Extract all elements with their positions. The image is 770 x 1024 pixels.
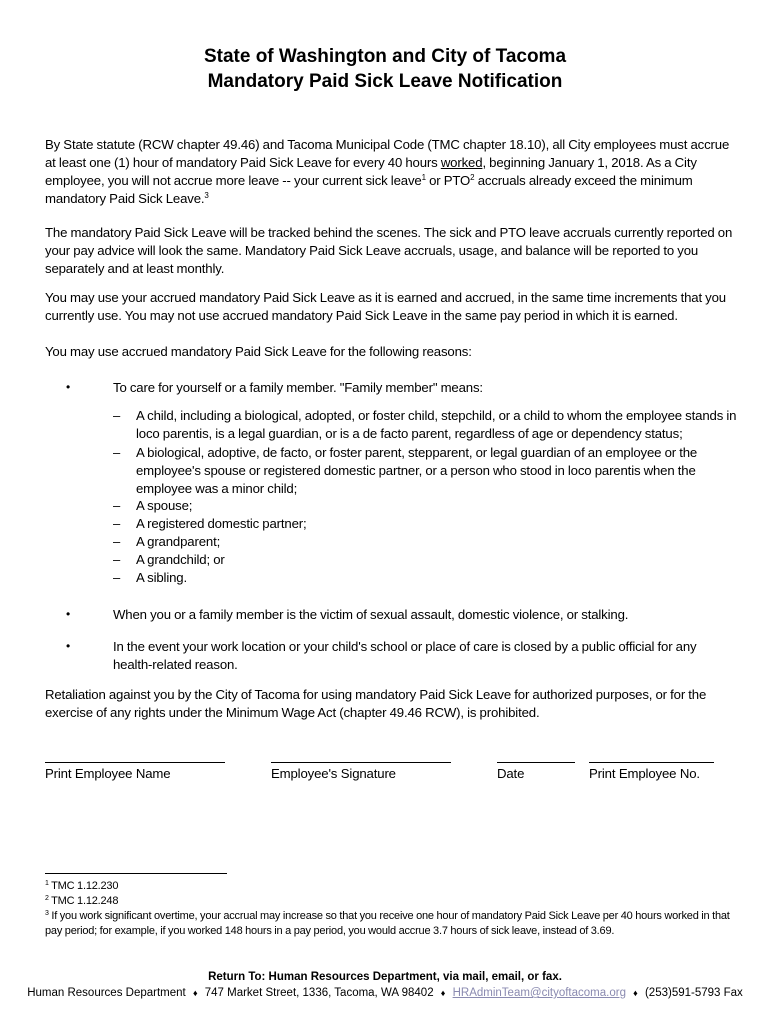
street-address: 747 Market Street, 1336, Tacoma, WA 98402 (204, 987, 434, 999)
footnote (45, 909, 735, 939)
dash-icon: – (113, 552, 121, 567)
retaliation-paragraph: Retaliation against you by the City of Tacoma for using mandatory Paid Sick Leave for authorized purposes, or for the exercise of any rights under the Minimum Wage Act (chapter 49.46 RCW), is prohibited. (45, 687, 707, 720)
date-label: Date (497, 766, 525, 781)
employee-name-label: Print Employee Name (45, 766, 171, 781)
footnote-text: TMC 1.12.248 (48, 895, 119, 907)
tracking-paragraph: The mandatory Paid Sick Leave will be tracked behind the scenes. The sick and PTO leave accruals currently reported on your pay advice will look the same. Mandatory Paid Sick Leave accruals, usage, and balance will be reported to you separately and at least monthly. (45, 225, 733, 276)
intro-paragraph (45, 136, 735, 208)
dash-icon: – (113, 570, 121, 585)
dash-icon: – (113, 534, 121, 549)
footnote-ref-3: 3 (204, 191, 209, 200)
intro-text-4: accruals already exceed the minimum mandatory Paid Sick Leave. (45, 173, 693, 206)
dash-icon: – (113, 445, 121, 460)
reason-item: When you or a family member is the victim of sexual assault, domestic violence, or stalking. (113, 607, 629, 622)
family-member-item: A spouse; (136, 498, 193, 513)
date-line[interactable] (497, 762, 575, 763)
family-member-item: A biological, adoptive, de facto, or foster parent, stepparent, or legal guardian of an employee or the employee's spouse or registered domestic partner, or a person who stood in loco parentis when the employee was a minor child; (136, 445, 698, 496)
footnote-ref-2: 2 (470, 173, 475, 182)
contact-line (0, 986, 770, 1001)
footnote-number: 2 (45, 895, 49, 902)
dash-icon: – (113, 516, 121, 531)
footnote-number: 3 (45, 910, 49, 917)
bullet-icon: • (66, 380, 71, 394)
page-title: State of Washington and City of Tacoma (203, 46, 567, 67)
page-subtitle: Mandatory Paid Sick Leave Notification (207, 71, 563, 92)
family-member-item: A grandparent; (136, 534, 221, 549)
family-member-item: A child, including a biological, adopted, or foster child, stepchild, or a child to whom the employee stands in loco parentis, is a legal guardian, or is a de facto parent, regardless of age or dependency status; (136, 408, 737, 441)
bullet-icon: • (66, 607, 71, 621)
intro-underlined-worked: worked (440, 155, 483, 170)
diamond-icon: ♦ (633, 988, 638, 998)
employee-no-line[interactable] (589, 762, 714, 763)
footnote-text: TMC 1.12.230 (48, 880, 119, 892)
usage-paragraph: You may use your accrued mandatory Paid Sick Leave as it is earned and accrued, in the same time increments that you currently use. You may not use accrued mandatory Paid Sick Leave in the same pay period in which it is earned. (45, 290, 726, 323)
family-member-item: A registered domestic partner; (136, 516, 307, 531)
intro-text-3: or PTO (425, 173, 471, 188)
family-member-item: A grandchild; or (136, 552, 225, 567)
bullet-icon: • (66, 639, 71, 653)
fax-number: (253)591-5793 Fax (644, 987, 743, 999)
employee-signature-label: Employee's Signature (271, 766, 396, 781)
diamond-icon: ♦ (440, 988, 446, 998)
footnote-ref-1: 1 (421, 173, 426, 182)
family-member-item: A sibling. (136, 570, 187, 585)
footnote (45, 894, 735, 909)
employee-no-label: Print Employee No. (589, 766, 700, 781)
intro-text-2: , beginning January 1, 2018. As a City employee, you will not accrue more leave -- your current sick leave (45, 155, 697, 188)
reason-item: In the event your work location or your child's school or place of care is closed by a public official for any health-related reason. (113, 639, 697, 672)
dash-icon: – (113, 498, 121, 513)
footnote-divider (45, 873, 227, 874)
department-name: Human Resources Department (27, 987, 186, 999)
intro-text-1: By State statute (RCW chapter 49.46) and Tacoma Municipal Code (TMC chapter 18.10), all City employees must accrue at least one (1) hour of mandatory Paid Sick Leave for every 40 hours (45, 137, 730, 170)
employee-name-line[interactable] (45, 762, 225, 763)
footnote-text: If you work significant overtime, your accrual may increase so that you receive one hour of mandatory Paid Sick Leave per 40 hours worked in that pay period; for example, if you worked 148 hours in a pay period, you would accrue 3.7 hours of sick leave, instead of 3.69. (45, 910, 730, 937)
reasons-intro: You may use accrued mandatory Paid Sick Leave for the following reasons: (45, 344, 472, 359)
footnote (45, 879, 735, 894)
diamond-icon: ♦ (192, 988, 198, 998)
email-link[interactable]: HRAdminTeam@cityoftacoma.org (452, 987, 626, 999)
return-to-line: Return To: Human Resources Department, via mail, email, or fax. (208, 971, 562, 983)
employee-signature-line[interactable] (271, 762, 451, 763)
reason-item: To care for yourself or a family member. "Family member" means: (113, 380, 483, 395)
footnote-number: 1 (45, 880, 49, 887)
dash-icon: – (113, 408, 121, 423)
